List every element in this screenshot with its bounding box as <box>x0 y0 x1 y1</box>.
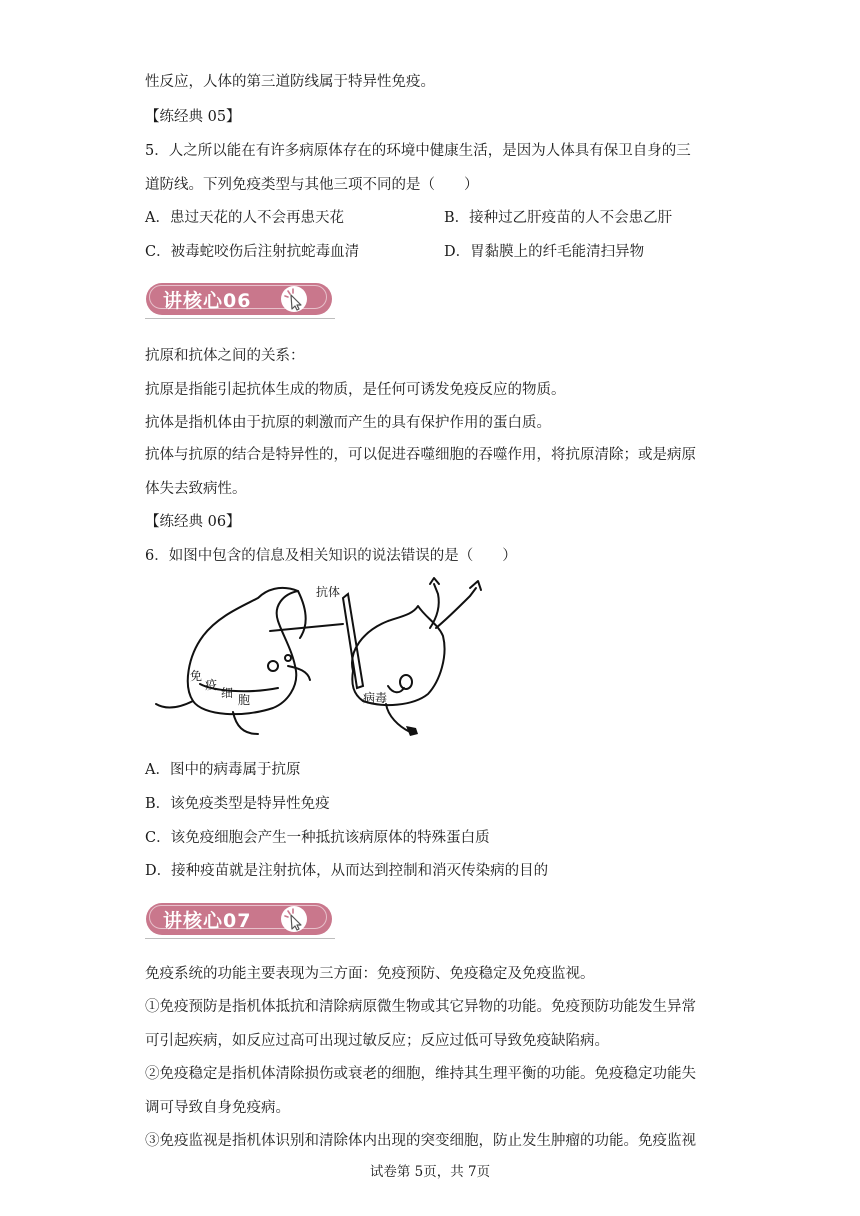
text-line: 抗体与抗原的结合是特异性的，可以促进吞噬细胞的吞噬作用，将抗原清除；或是病原 <box>145 447 696 463</box>
question-5-option-d: D．胃黏膜上的纤毛能清扫异物 <box>444 244 645 260</box>
question-5-stem-cont: 道防线。下列免疫类型与其他三项不同的是（ ） <box>145 177 479 193</box>
text-line: ③免疫监视是指机体识别和清除体内出现的突变细胞，防止发生肿瘤的功能。免疫监视 <box>145 1133 696 1149</box>
label-immune-cell-3: 细 <box>221 686 234 700</box>
label-antibody: 抗体 <box>316 585 341 599</box>
pointer-click-icon <box>279 284 309 314</box>
text-line: 抗原是指能引起抗体生成的物质，是任何可诱发免疫反应的物质。 <box>145 382 566 398</box>
question-6-option-d: D．接种疫苗就是注射抗体，从而达到控制和消灭传染病的目的 <box>145 863 549 879</box>
question-5-stem: 5．人之所以能在有许多病原体存在的环境中健康生活，是因为人体具有保卫自身的三 <box>145 143 691 159</box>
text-line: 免疫系统的功能主要表现为三方面：免疫预防、免疫稳定及免疫监视。 <box>145 966 595 982</box>
text-line: 性反应，人体的第三道防线属于特异性免疫。 <box>145 74 435 90</box>
pointer-click-icon <box>279 904 309 934</box>
immune-cell-attacks-virus-illustration <box>148 576 498 746</box>
section-banner-06 <box>145 281 335 319</box>
text-line: 抗体是指机体由于抗原的刺激而产生的具有保护作用的蛋白质。 <box>145 415 551 431</box>
banner-title: 讲核心06 <box>163 290 252 312</box>
text-line: 抗原和抗体之间的关系： <box>145 348 305 364</box>
question-5-option-c: C．被毒蛇咬伤后注射抗蛇毒血清 <box>145 244 360 260</box>
question-6-option-a: A．图中的病毒属于抗原 <box>145 762 301 778</box>
question-5-option-b: B．接种过乙肝疫苗的人不会患乙肝 <box>444 210 673 226</box>
text-line: 调可导致自身免疫病。 <box>145 1100 290 1116</box>
question-5-option-a: A．患过天花的人不会再患天花 <box>145 210 344 226</box>
text-line: ①免疫预防是指机体抵抗和清除病原微生物或其它异物的功能。免疫预防功能发生异常 <box>145 999 696 1015</box>
label-immune-cell-2: 疫 <box>205 678 218 692</box>
text-line: 体失去致病性。 <box>145 481 247 497</box>
text-line: 可引起疾病，如反应过高可出现过敏反应；反应过低可导致免疫缺陷病。 <box>145 1033 609 1049</box>
question-6-option-c: C．该免疫细胞会产生一种抵抗该病原体的特殊蛋白质 <box>145 830 490 846</box>
section-label: 【练经典 06】 <box>145 514 241 530</box>
label-virus: 病毒 <box>363 691 388 705</box>
label-immune-cell-4: 胞 <box>238 693 251 707</box>
text-line: ②免疫稳定是指机体清除损伤或衰老的细胞，维持其生理平衡的功能。免疫稳定功能失 <box>145 1066 696 1082</box>
label-immune-cell-1: 免 <box>190 669 203 683</box>
page-footer: 试卷第 5页，共 7页 <box>369 1164 491 1180</box>
section-label: 【练经典 05】 <box>145 109 241 125</box>
section-banner-07 <box>145 901 335 939</box>
banner-title: 讲核心07 <box>163 910 252 932</box>
question-6-stem: 6．如图中包含的信息及相关知识的说法错误的是（ ） <box>145 548 517 564</box>
question-6-option-b: B．该免疫类型是特异性免疫 <box>145 796 330 812</box>
